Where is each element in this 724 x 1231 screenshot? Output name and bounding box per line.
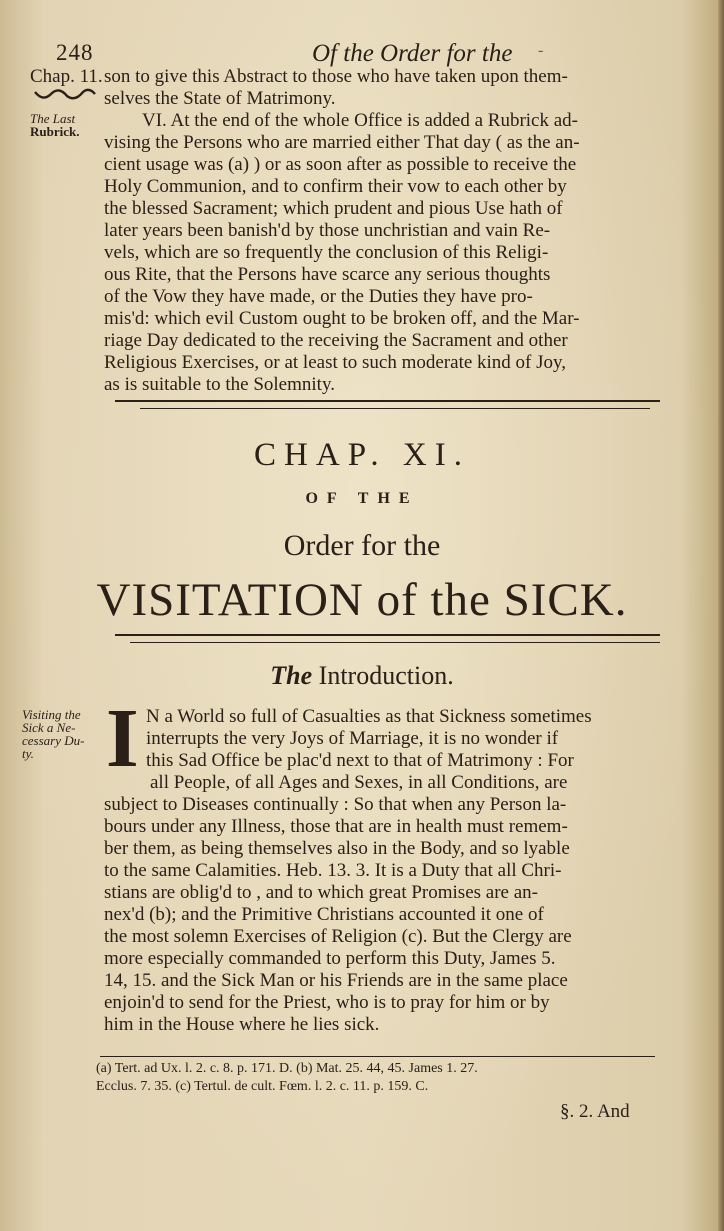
ornament-icon — [33, 88, 97, 107]
sidenote-line: The Last — [30, 111, 76, 126]
text-line: vels, which are so frequently the conclusion of this Religi- — [104, 242, 549, 263]
divider-rule — [115, 400, 660, 402]
footnote-line: (a) Tert. ad Ux. l. 2. c. 8. p. 171. D. (b) Mat. 25. 44, 45. James 1. 27. — [96, 1061, 478, 1076]
catchword: §. 2. And — [560, 1101, 630, 1122]
divider-rule — [140, 408, 650, 409]
text-line: mis'd: which evil Custom ought to be broken off, and the Mar- — [104, 308, 580, 329]
running-title: Of the Order for the — [312, 40, 513, 67]
text-line: more especially commanded to perform this Duty, James 5. — [104, 948, 556, 969]
introduction-opening-lines — [146, 706, 658, 772]
text-line: all People, of all Ages and Sexes, in all Conditions, are — [150, 772, 568, 793]
footnote-rule — [100, 1056, 655, 1057]
running-head-mark: - — [538, 42, 544, 59]
text-line: enjoin'd to send for the Priest, who is to pray for him or by — [104, 992, 550, 1013]
text-line: this Sad Office be plac'd next to that of Matrimony : For — [146, 750, 574, 771]
introduction-word: Introduction. — [318, 661, 454, 690]
text-line: ber them, as being themselves also in the Body, and so lyable — [104, 838, 570, 859]
chapter-heading: CHAP. XI. — [254, 437, 470, 473]
text-line: selves the State of Matrimony. — [104, 88, 336, 109]
footnote-line: Ecclus. 7. 35. (c) Tertul. de cult. Fœm. l. 2. c. 11. p. 159. C. — [96, 1079, 429, 1094]
text-line: ous Rite, that the Persons have scarce any serious thoughts — [104, 264, 551, 285]
introduction-text — [104, 772, 658, 1036]
page-number: 248 — [56, 40, 94, 65]
chapter-margin-note: Chap. 11. — [30, 66, 103, 87]
text-line: son to give this Abstract to those who have taken upon them- — [104, 66, 568, 87]
introduction-heading — [0, 661, 724, 691]
text-line: later years been banish'd by those unchristian and vain Re- — [104, 220, 551, 241]
text-line: riage Day dedicated to the receiving the Sacrament and other — [104, 330, 568, 351]
text-line: vising the Persons who are married either That day ( as the an- — [104, 132, 580, 153]
text-line: of the Vow they have made, or the Duties they have pro- — [104, 286, 533, 307]
introduction-the: The — [270, 661, 313, 690]
chapter-order-line: Order for the — [283, 529, 441, 562]
sidenote-line: cessary Du- — [22, 733, 85, 748]
text-line: him in the House where he lies sick. — [104, 1014, 380, 1035]
text-line: VI. At the end of the whole Office is added a Rubrick ad- — [142, 110, 578, 131]
text-line: stians are oblig'd to , and to which great Promises are an- — [104, 882, 538, 903]
text-line: subject to Diseases continually : So that when any Person la- — [104, 794, 567, 815]
sidenote-visiting-sick — [22, 708, 104, 760]
drop-capital: I — [106, 692, 139, 785]
divider-rule — [130, 642, 660, 643]
text-line: N a World so full of Casualties as that Sickness sometimes — [146, 706, 592, 727]
text-line: interrupts the very Joys of Marriage, it is no wonder if — [146, 728, 559, 749]
sidenote-last-rubrick — [30, 112, 100, 138]
text-line: cient usage was (a) ) or as soon after as possible to receive the — [104, 154, 577, 175]
section-vi-text — [104, 66, 684, 396]
text-line: bours under any Illness, those that are in health must remem- — [104, 816, 568, 837]
text-line: as is suitable to the Solemnity. — [104, 374, 335, 395]
chapter-of-the: OF THE — [305, 490, 419, 507]
sidenote-line: Sick a Ne- — [22, 720, 76, 735]
sidenote-line: Visiting the — [22, 707, 81, 722]
divider-rule — [115, 634, 660, 636]
text-line: Holy Communion, and to confirm their vow to each other by — [104, 176, 567, 197]
chapter-title: VISITATION of the SICK. — [96, 574, 628, 626]
text-line: the most solemn Exercises of Religion (c). But the Clergy are — [104, 926, 572, 947]
text-line: 14, 15. and the Sick Man or his Friends are in the same place — [104, 970, 568, 991]
text-line: nex'd (b); and the Primitive Christians accounted it one of — [104, 904, 544, 925]
text-line: the blessed Sacrament; which prudent and pious Use hath of — [104, 198, 563, 219]
sidenote-line: ty. — [22, 746, 34, 761]
sidenote-line: Rubrick. — [30, 124, 80, 139]
footnotes — [96, 1060, 666, 1096]
text-line: to the same Calamities. Heb. 13. 3. It is a Duty that all Chri- — [104, 860, 562, 881]
text-line: Religious Exercises, or at least to such moderate kind of Joy, — [104, 352, 567, 373]
